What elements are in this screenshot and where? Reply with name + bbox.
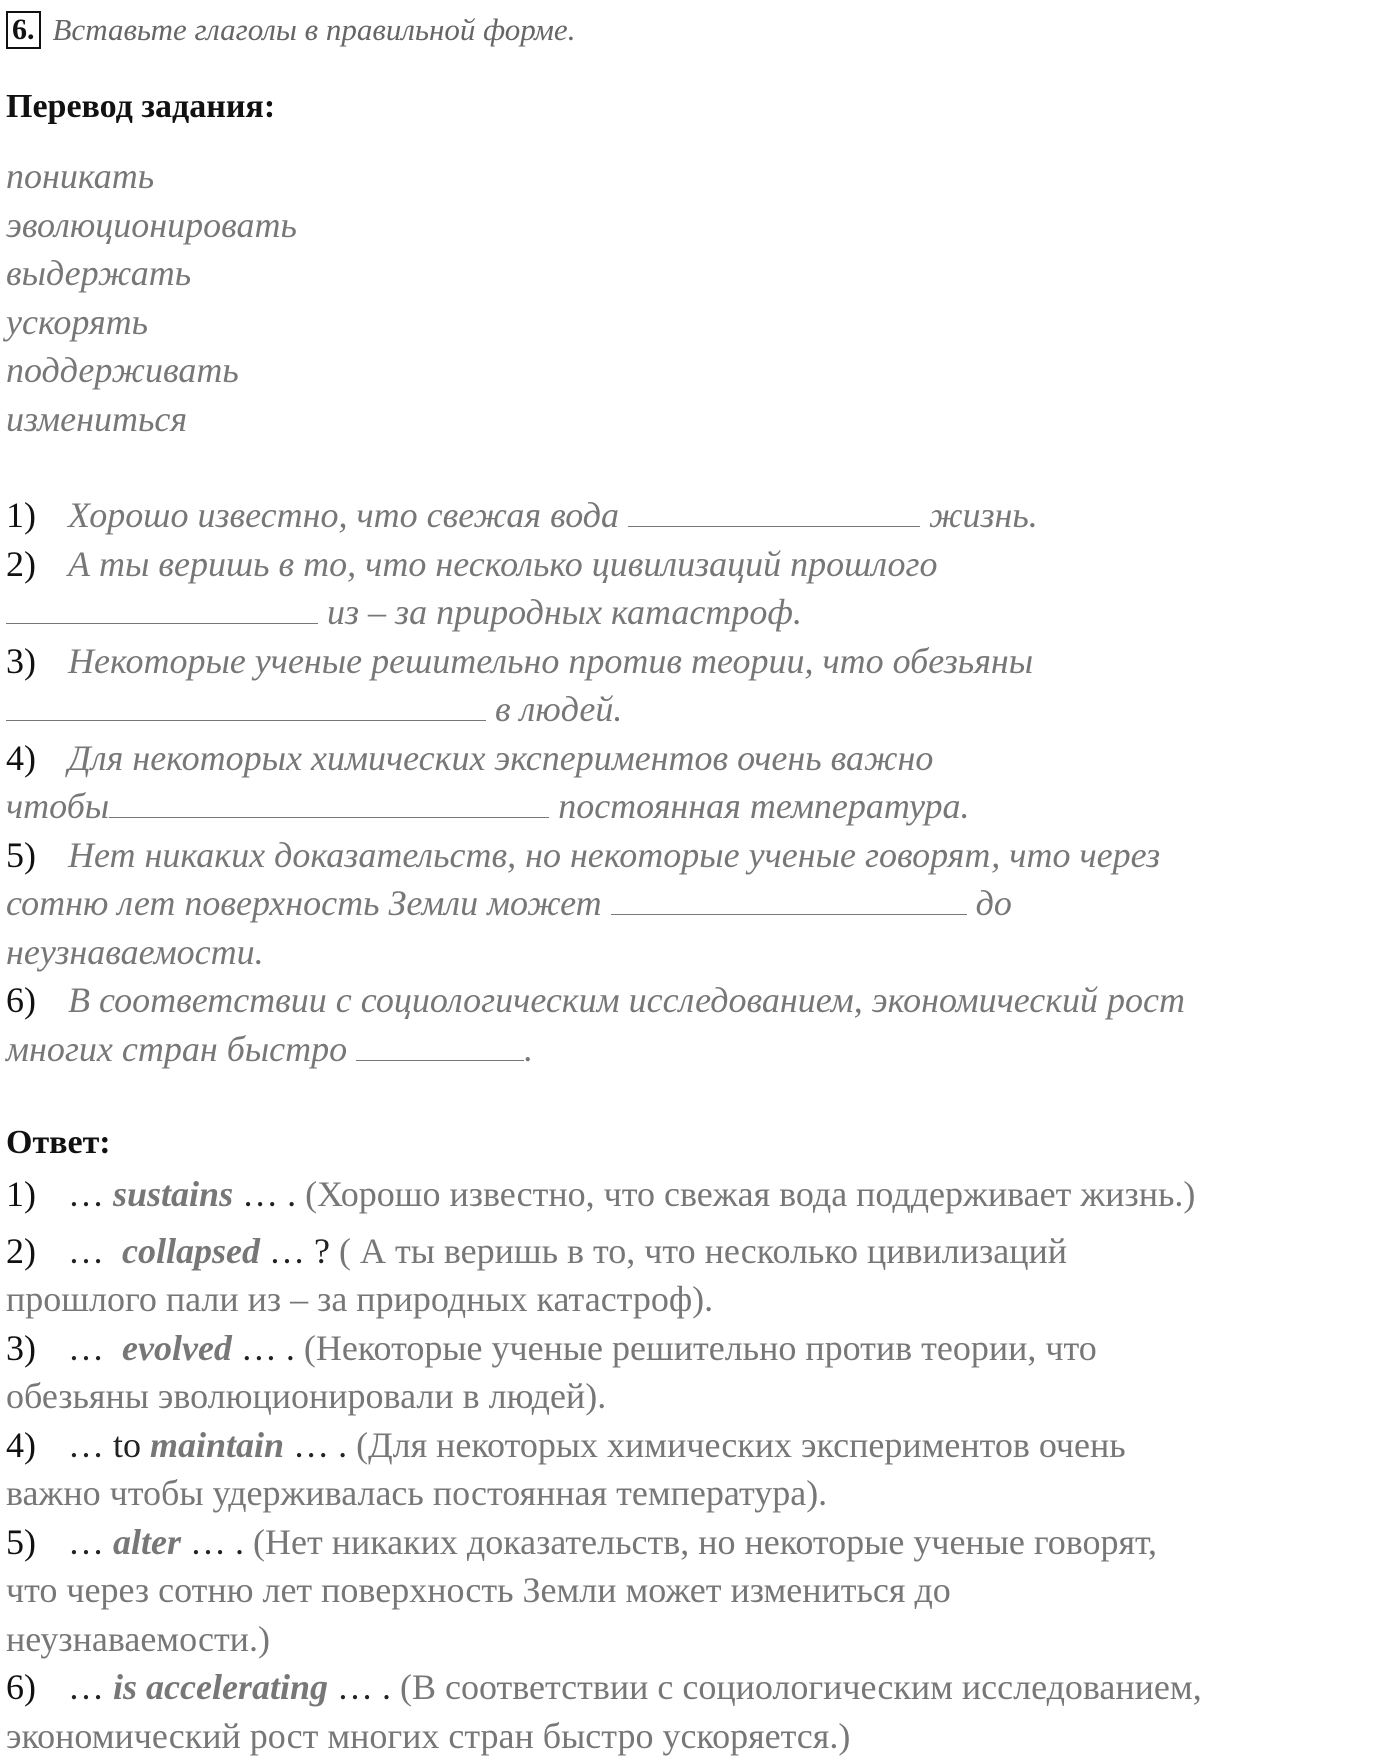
question-1: 1) Хорошо известно, что свежая вода жизнь.: [6, 491, 1386, 540]
question-5-cont2: неузнаваемости.: [6, 931, 264, 972]
answers-list: [6, 1170, 1386, 1760]
question-3-cont: в людей.: [6, 685, 1386, 734]
question-5: 5) Нет никаких доказательств, но некоторые ученые говорят, что через: [6, 834, 1161, 875]
questions-list: [6, 491, 1386, 1073]
answer-5-cont: что через сотню лет поверхность Земли может измениться до: [6, 1570, 951, 1610]
answer-keyword: collapsed: [122, 1230, 260, 1271]
question-6-cont: многих стран быстро .: [6, 1025, 1386, 1074]
answer-blank: [611, 880, 967, 915]
task-instruction: Вставьте глаголы в правильной форме.: [52, 12, 576, 47]
answer-title: Ответ:: [6, 1124, 111, 1161]
verb-item: поддерживать: [6, 350, 239, 390]
task-number: 6.: [6, 11, 41, 49]
answer-5: 5) … alter … . (Нет никаких доказательств, но некоторые ученые говорят,: [6, 1521, 1158, 1562]
answer-4-cont: важно чтобы удерживалась постоянная температура).: [6, 1473, 828, 1513]
answer-6-cont: экономический рост многих стран быстро ускоряется.): [6, 1715, 851, 1756]
verb-item: поникать: [6, 156, 155, 196]
translation-title: Перевод задания:: [6, 88, 276, 125]
answer-3: 3) … evolved … . (Некоторые ученые решительно против теории, что: [6, 1327, 1097, 1368]
answer-keyword: maintain: [150, 1424, 285, 1465]
verb-item: выдержать: [6, 253, 192, 293]
answer-3-cont: обезьяны эволюционировали в людей).: [6, 1376, 607, 1416]
answer-4: 4) … to maintain … . (Для некоторых химических экспериментов очень: [6, 1424, 1126, 1465]
answer-6: 6) … is accelerating … . (В соответствии с социологическим исследованием,: [6, 1667, 1202, 1707]
question-2-cont: из – за природных катастроф.: [6, 588, 1386, 637]
question-4-cont: чтобы постоянная температура.: [6, 782, 1386, 831]
answer-keyword: alter: [113, 1521, 181, 1562]
answer-blank: [6, 686, 486, 721]
verb-item: ускорять: [6, 301, 149, 342]
answer-blank: [109, 783, 549, 818]
answer-blank: [6, 589, 318, 624]
verb-item: эволюционировать: [6, 204, 297, 245]
answer-5-cont2: неузнаваемости.): [6, 1618, 270, 1659]
verb-list: [6, 152, 297, 443]
question-2: 2) А ты веришь в то, что несколько цивилизаций прошлого: [6, 543, 938, 584]
question-6: 6) В соответствии с социологическим исследованием, экономический рост: [6, 980, 1186, 1020]
answer-blank: [628, 492, 920, 527]
answer-1: 1) … sustains … . (Хорошо известно, что свежая вода поддерживает жизнь.): [6, 1174, 1196, 1214]
task-header: [6, 8, 575, 52]
answer-keyword: evolved: [122, 1327, 232, 1368]
answer-keyword: sustains: [113, 1174, 234, 1214]
answer-2-cont: прошлого пали из – за природных катастроф).: [6, 1279, 714, 1319]
answer-keyword: is accelerating: [113, 1667, 328, 1707]
question-3: 3) Некоторые ученые решительно против теории, что обезьяны: [6, 640, 1034, 681]
answer-2: 2) … collapsed … ? ( А ты веришь в то, что несколько цивилизаций: [6, 1230, 1068, 1271]
answer-blank: [356, 1026, 524, 1061]
question-5-cont: сотню лет поверхность Земли может до: [6, 879, 1386, 928]
question-4: 4) Для некоторых химических экспериментов очень важно: [6, 737, 934, 778]
verb-item: измениться: [6, 398, 188, 439]
